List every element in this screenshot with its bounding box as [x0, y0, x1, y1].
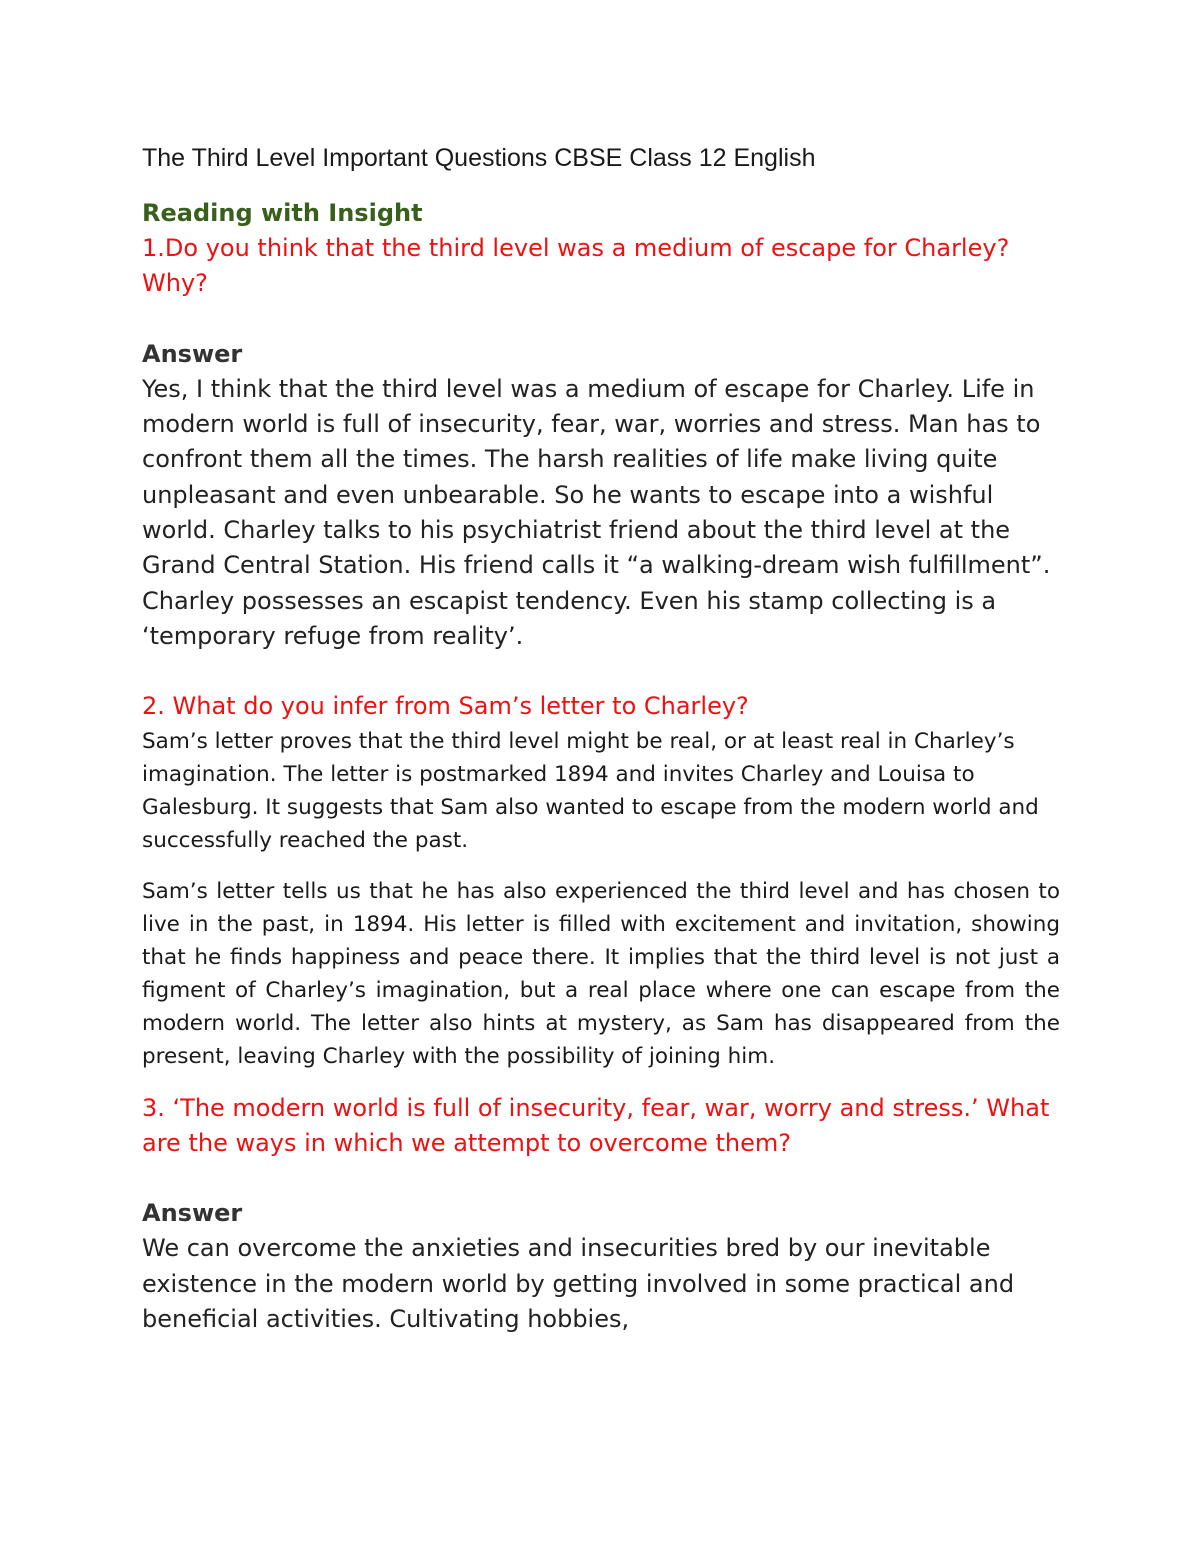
- section-heading: Reading with Insight: [142, 199, 423, 227]
- answer-label-1: Answer: [142, 339, 243, 368]
- answer-label-3: Answer: [142, 1199, 243, 1228]
- answer-3-text: We can overcome the anxieties and insecurities bred by our inevitable existence in the modern world by getting involved in some practical and beneficial activities. Cultivating hobbies,: [142, 1234, 1015, 1334]
- document-title: The Third Level Important Questions CBSE Class 12 English: [142, 144, 816, 172]
- question-2: 2. What do you infer from Sam’s letter to Charley?: [142, 692, 749, 721]
- question-3: 3. ‘The modern world is full of insecurity, fear, war, worry and stress.’ What are the ways in which we attempt to overcome them?: [142, 1093, 1050, 1157]
- answer-2-paragraph-2: Sam’s letter tells us that he has also experienced the third level and has chosen to live in the past, in 1894. His letter is filled with excitement and invitation, showing that he finds happiness and peace there. It implies that the third level is not just a figment of Charley’s imagination, but a real place where one can escape from the modern world. The letter also hints at mystery, as Sam has disappeared from the present, leaving Charley with the possibility of joining him.: [142, 878, 1060, 1069]
- document-body: [142, 140, 1060, 1337]
- answer-1-text: Yes, I think that the third level was a medium of escape for Charley. Life in modern world is full of insecurity, fear, war, worries and stress. Man has to confront them all the times. The harsh realities of life make living quite unpleasant and even unbearable. So he wants to escape into a wishful world. Charley talks to his psychiatrist friend about the third level at the Grand Central Station. His friend calls it “a walking-dream wish fulfillment”. Charley possesses an escapist tendency. Even his stamp collecting is a ‘temporary refuge from reality’.: [142, 374, 1051, 650]
- answer-2-paragraph-1: Sam’s letter proves that the third level might be real, or at least real in Charley’s imagination. The letter is postmarked 1894 and invites Charley and Louisa to Galesburg. It suggests that Sam also wanted to escape from the modern world and successfully reached the past.: [142, 728, 1039, 853]
- question-1: 1.Do you think that the third level was a medium of escape for Charley? Why?: [142, 234, 1010, 298]
